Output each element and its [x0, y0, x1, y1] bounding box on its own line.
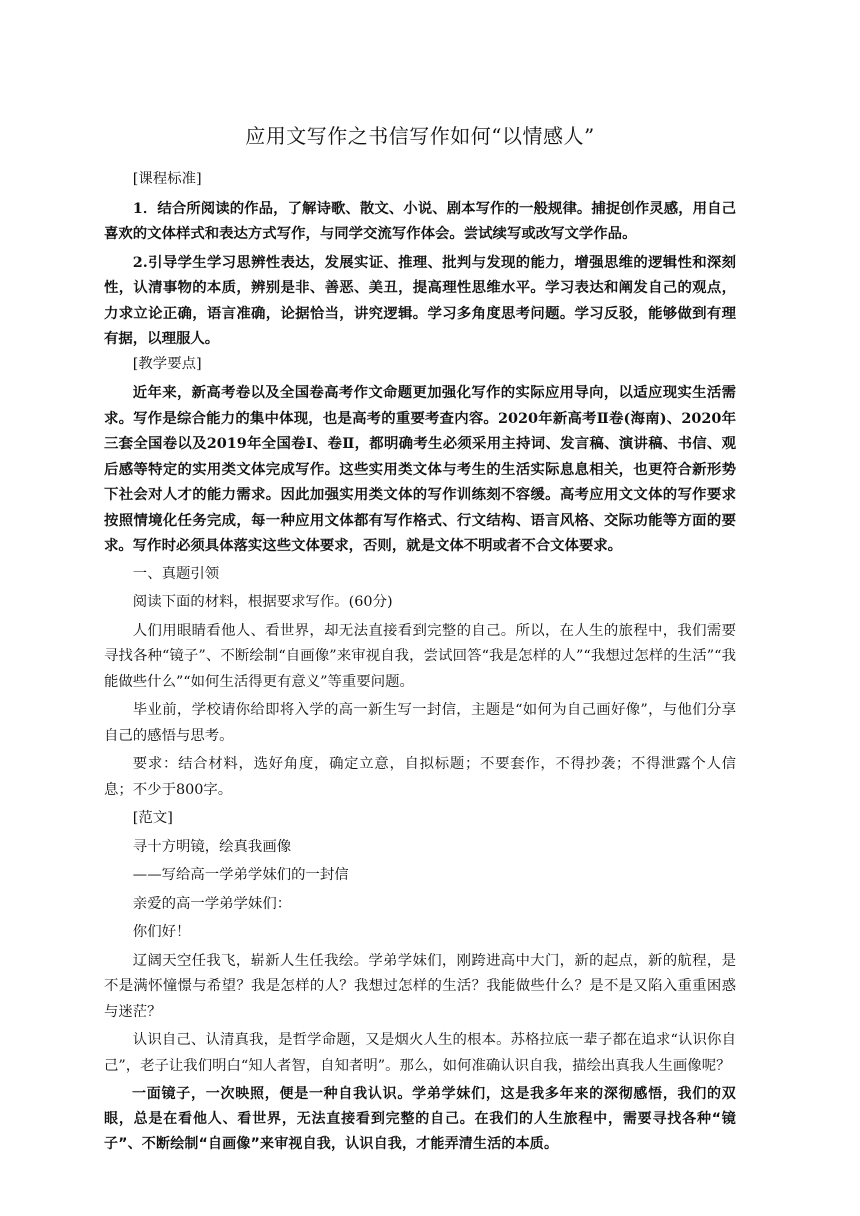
paragraph: 人们用眼睛看他人、看世界，却无法直接看到完整的自己。所以，在人生的旅程中，我们需要寻找各种“镜子”、不断绘制“自画像”来审视自我，尝试回答“我是怎样的人”“我想过怎样的生活”“我能做些什么”“如何生活得更有意义”等重要问题。: [104, 622, 736, 690]
paragraph: 认识自己、认清真我，是哲学命题，又是烟火人生的根本。苏格拉底一辈子都在追求“认识你自己”，老子让我们明白“知人者智，自知者明”。那么，如何准确认识自我，描绘出真我人生画像呢？: [104, 1032, 736, 1074]
section-heading-sample: [范文]: [132, 810, 173, 826]
section-heading-curriculum: [课程标准]: [132, 171, 202, 187]
paragraph: 毕业前，学校请你给即将入学的高一新生写一封信，主题是“如何为自己画好像”，与他们分享自己的感悟与思考。: [104, 702, 736, 744]
essay-title: 寻十方明镜，绘真我画像: [132, 838, 292, 855]
paragraph: 辽阔天空任我飞，崭新人生任我绘。学弟学妹们，刚跨进高中大门，新的起点，新的航程，是不是满怀憧憬与希望？我是怎样的人？我想过怎样的生活？我能做些什么？是不是又陷入重重困惑与迷茫？: [104, 952, 736, 1020]
section-heading-teaching: [教学要点]: [132, 355, 202, 372]
document-title: 应用文写作之书信写作如何“以情感人”: [245, 124, 595, 148]
essay-subtitle: ——写给高一学弟学妹们的一封信: [132, 867, 349, 883]
paragraph: 一面镜子，一次映照，便是一种自我认识。学弟学妹们，这是我多年来的深彻感悟，我们的双眼，总是在看他人、看世界，无法直接看到完整的自己。在我们的人生旅程中，需要寻找各种“镜子”、不断绘制“自画像”来审视自我，认识自我，才能弄清生活的本质。: [104, 1086, 736, 1152]
letter-salutation: 亲爱的高一学弟学妹们：: [132, 895, 292, 912]
document-page: [104, 108, 736, 1157]
paragraph: 2.引导学生学习思辨性表达，发展实证、推理、批判与发现的能力，增强思维的逻辑性和深刻性，认清事物的本质，辨别是非、善恶、美丑，提高理性思维水平。学习表达和阐发自己的观点，力求立论正确，语言准确，论据恰当，讲究逻辑。学习多角度思考问题。学习反驳，能够做到有理有据，以理服人。: [104, 253, 736, 347]
section-heading-real-question: 一、真题引领: [132, 565, 220, 582]
paragraph: 1．结合所阅读的作品，了解诗歌、散文、小说、剧本写作的一般规律。捕捉创作灵感，用自己喜欢的文体样式和表达方式写作，与同学交流写作体会。尝试续写或改写文学作品。: [104, 199, 736, 242]
paragraph: 要求：结合材料，选好角度，确定立意，自拟标题；不要套作，不得抄袭；不得泄露个人信息；不少于800字。: [104, 756, 736, 798]
paragraph: 阅读下面的材料，根据要求写作。(60分): [132, 594, 393, 610]
paragraph: 近年来，新高考卷以及全国卷高考作文命题更加强化写作的实际应用导向，以适应现实生活需求。写作是综合能力的集中体现，也是高考的重要考查内容。2020年新高考Ⅱ卷(海南)、2020年三套全国卷以及2019年全国卷Ⅰ、卷Ⅱ，都明确考生必须采用主持词、发言稿、演讲稿、书信、观后感等特定的实用类文体完成写作。这些实用类文体与考生的生活实际息息相关，也更符合新形势下社会对人才的能力需求。因此加强实用类文体的写作训练刻不容缓。高考应用文文体的写作要求按照情境化任务完成，每一种应用文体都有写作格式、行文结构、语言风格、交际功能等方面的要求。写作时必须具体落实这些文体要求，否则，就是文体不明或者不合文体要求。: [104, 384, 736, 554]
letter-greeting: 你们好！: [132, 924, 191, 940]
